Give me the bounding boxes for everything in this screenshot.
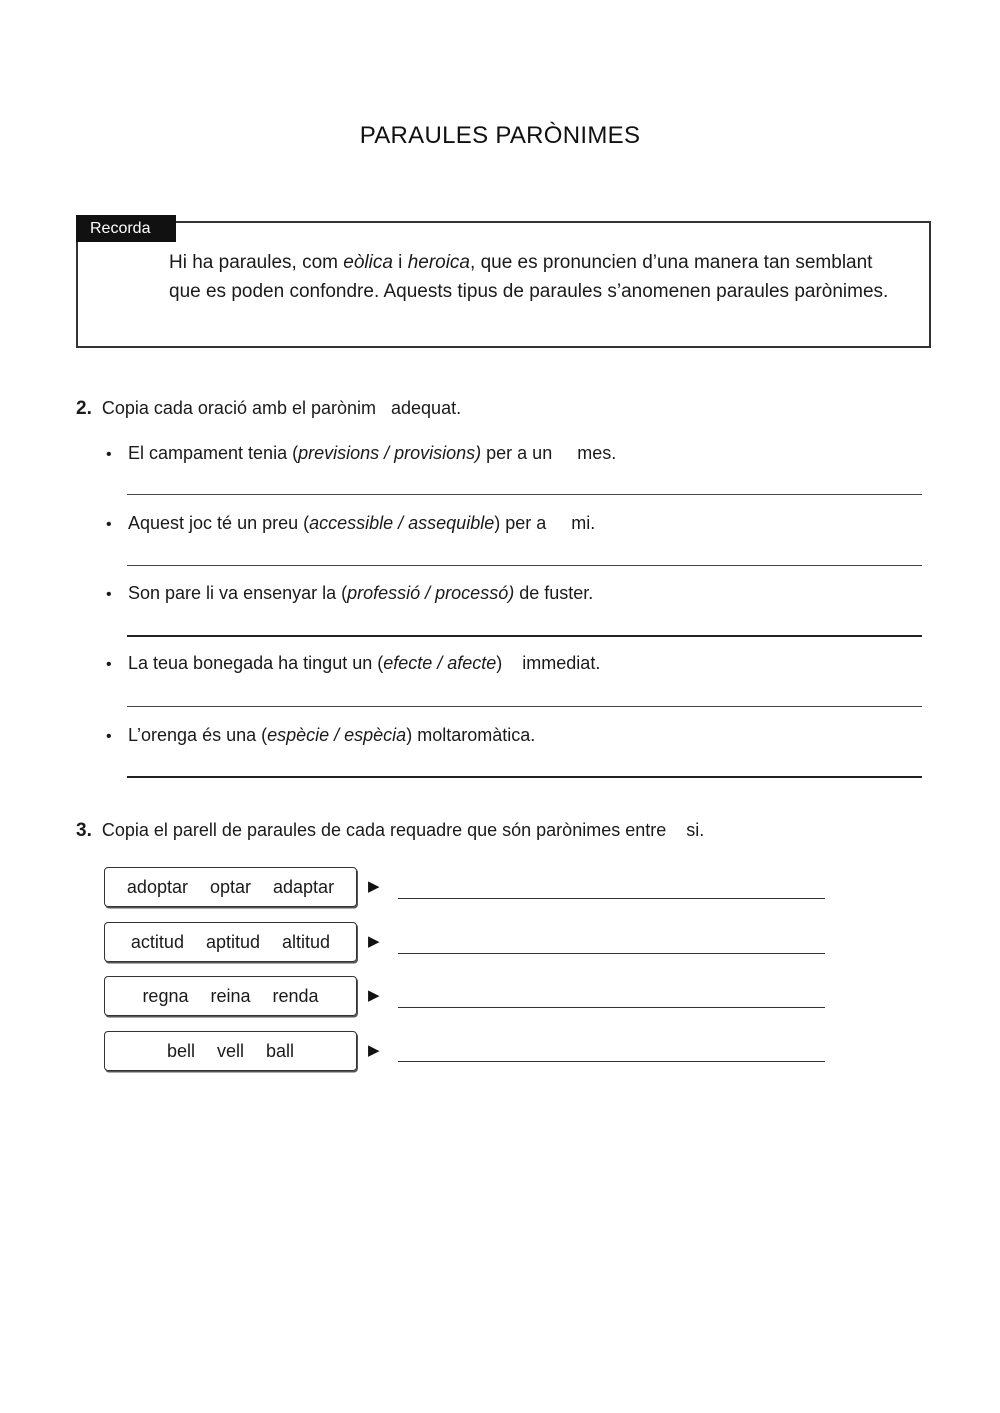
answer-line-3[interactable] (127, 635, 922, 637)
word: vell (216, 1040, 244, 1061)
sentence-5-options: espècie / espècia (267, 725, 407, 745)
exercise-2-number: 2. (76, 398, 92, 419)
exercise-2-instruction: Copia cada oració amb el parònim adequat. (101, 398, 462, 418)
sentence-3-before: Son pare li va ensenyar la ( (128, 583, 348, 603)
word-box-3 (104, 976, 357, 1016)
word: regna (142, 985, 189, 1006)
exercise-3-number: 3. (76, 820, 92, 841)
exercise-3-heading (76, 820, 704, 842)
sentence-4-after: ) immediat. (496, 653, 601, 673)
word-box-4 (104, 1031, 357, 1071)
answer-line-1[interactable] (127, 494, 922, 495)
answer-line-5[interactable] (127, 776, 922, 778)
sentence-2 (106, 513, 595, 534)
bullet-icon: • (106, 516, 112, 533)
word: renda (272, 985, 319, 1006)
recorda-text (169, 249, 899, 306)
exercise-3-instruction: Copia el parell de paraules de cada requadre que són parònimes entre si. (101, 820, 705, 840)
pair-answer-line-2[interactable] (398, 953, 825, 954)
sentence-4-before: La teua bonegada ha tingut un ( (128, 653, 384, 673)
word: optar (209, 876, 252, 897)
recorda-text-before: Hi ha paraules, com (169, 252, 344, 273)
bullet-icon: • (106, 656, 112, 673)
sentence-3-after: de fuster. (514, 583, 594, 603)
answer-line-2[interactable] (127, 565, 922, 566)
recorda-text-after: , que es pronuncien d’una manera tan semblant que es poden confondre. Aquests tipus de paraules s’anomenen paraules parònimes. (169, 252, 889, 302)
pair-answer-line-1[interactable] (398, 898, 825, 899)
word: actitud (130, 931, 184, 952)
bullet-icon: • (106, 586, 112, 603)
word: ball (266, 1040, 295, 1061)
sentence-1-before: El campament tenia ( (128, 443, 299, 463)
sentence-2-before: Aquest joc té un preu ( (128, 513, 310, 533)
answer-line-4[interactable] (127, 706, 922, 707)
sentence-1-options: previsions / provisions) (298, 443, 482, 463)
recorda-text-mid: i (392, 252, 408, 273)
exercise-2-heading (76, 398, 461, 420)
sentence-1-after: per a un mes. (481, 443, 617, 463)
pair-answer-line-4[interactable] (398, 1061, 825, 1062)
arrow-right-icon: ▶ (368, 1042, 380, 1059)
sentence-4 (106, 653, 600, 674)
pair-answer-line-3[interactable] (398, 1007, 825, 1008)
word: bell (166, 1040, 195, 1061)
word-box-1 (104, 867, 357, 907)
sentence-1 (106, 443, 616, 464)
word: altitud (282, 931, 331, 952)
arrow-right-icon: ▶ (368, 878, 380, 895)
sentence-5-after: ) moltaromàtica. (406, 725, 536, 745)
sentence-2-after: ) per a mi. (494, 513, 596, 533)
sentence-3 (106, 583, 593, 604)
arrow-right-icon: ▶ (368, 987, 380, 1004)
word: adoptar (126, 876, 188, 897)
word: aptitud (205, 931, 261, 952)
word: adaptar (273, 876, 335, 897)
sentence-5 (106, 725, 535, 746)
bullet-icon: • (106, 728, 112, 745)
sentence-5-before: L’orenga és una ( (128, 725, 268, 745)
recorda-word-2: heroica (407, 252, 471, 273)
sentence-3-options: professió / processó) (347, 583, 515, 603)
recorda-box (76, 221, 931, 348)
page-title: PARAULES PARÒNIMES (359, 122, 641, 149)
recorda-tab: Recorda (76, 215, 176, 242)
sentence-2-options: accessible / assequible (309, 513, 495, 533)
word-box-2 (104, 922, 357, 962)
arrow-right-icon: ▶ (368, 933, 380, 950)
bullet-icon: • (106, 446, 112, 463)
word: reina (210, 985, 251, 1006)
sentence-4-options: efecte / afecte (383, 653, 497, 673)
recorda-word-1: eòlica (343, 252, 393, 273)
